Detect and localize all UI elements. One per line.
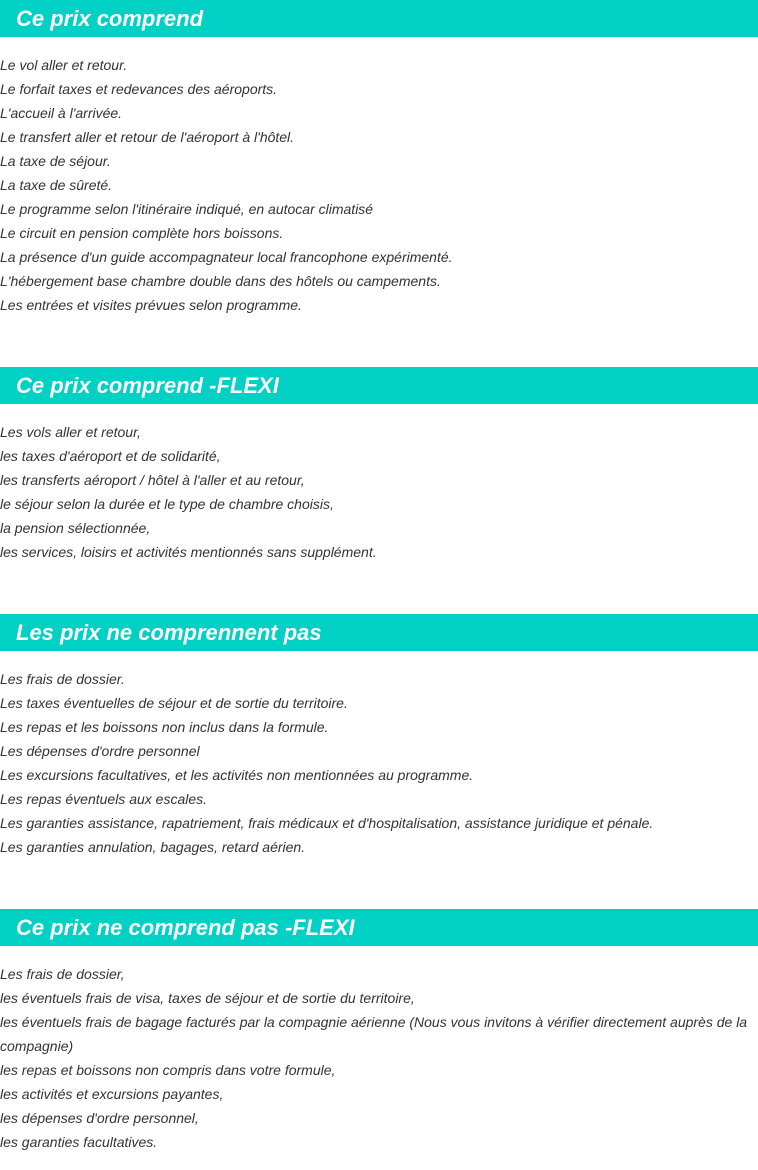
list-item: La taxe de séjour. [0, 153, 111, 169]
list-item: les éventuels frais de visa, taxes de séjour et de sortie du territoire, [0, 990, 415, 1006]
list-item: les activités et excursions payantes, [0, 1086, 224, 1102]
section-title: Ce prix comprend -FLEXI [0, 367, 758, 404]
list-item: le séjour selon la durée et le type de chambre choisis, [0, 496, 334, 512]
list-item: Les dépenses d'ordre personnel [0, 743, 200, 759]
section-price-excludes [0, 614, 758, 859]
list-item: Les taxes éventuelles de séjour et de sortie du territoire. [0, 695, 348, 711]
list-item: les taxes d'aéroport et de solidarité, [0, 448, 221, 464]
section-title: Ce prix comprend [0, 0, 758, 37]
list-item: les éventuels frais de bagage facturés par la compagnie aérienne (Nous vous invitons à vérifier directement auprès de la compagnie) [0, 1014, 748, 1054]
list-item: la pension sélectionnée, [0, 520, 151, 536]
list-item: Les excursions facultatives, et les activités non mentionnées au programme. [0, 767, 474, 783]
list-item: les garanties facultatives. [0, 1134, 158, 1150]
list-item: Le vol aller et retour. [0, 57, 128, 73]
list-item: Le circuit en pension complète hors boissons. [0, 225, 284, 241]
list-item: Les garanties assistance, rapatriement, frais médicaux et d'hospitalisation, assistance juridique et pénale. [0, 815, 654, 831]
section-price-includes [0, 0, 758, 317]
list-item: Les entrées et visites prévues selon programme. [0, 297, 302, 313]
list-item: les dépenses d'ordre personnel, [0, 1110, 199, 1126]
list-item: les transferts aéroport / hôtel à l'aller et au retour, [0, 472, 305, 488]
item-list [0, 962, 758, 1154]
list-item: La présence d'un guide accompagnateur local francophone expérimenté. [0, 249, 453, 265]
list-item: L'hébergement base chambre double dans des hôtels ou campements. [0, 273, 441, 289]
list-item: Le forfait taxes et redevances des aéroports. [0, 81, 278, 97]
list-item: Le transfert aller et retour de l'aéroport à l'hôtel. [0, 129, 295, 145]
list-item: Les repas et les boissons non inclus dans la formule. [0, 719, 329, 735]
section-title: Les prix ne comprennent pas [0, 614, 758, 651]
list-item: Les repas éventuels aux escales. [0, 791, 208, 807]
section-price-includes-flexi [0, 367, 758, 564]
list-item: Le programme selon l'itinéraire indiqué, en autocar climatisé [0, 201, 374, 217]
list-item: Les garanties annulation, bagages, retard aérien. [0, 839, 306, 855]
section-title: Ce prix ne comprend pas -FLEXI [0, 909, 758, 946]
item-list [0, 667, 758, 859]
list-item: les services, loisirs et activités mentionnés sans supplément. [0, 544, 377, 560]
list-item: Les frais de dossier. [0, 671, 125, 687]
list-item: Les frais de dossier, [0, 966, 125, 982]
list-item: les repas et boissons non compris dans votre formule, [0, 1062, 336, 1078]
list-item: Les vols aller et retour, [0, 424, 141, 440]
item-list [0, 53, 758, 317]
list-item: La taxe de sûreté. [0, 177, 113, 193]
section-price-excludes-flexi [0, 909, 758, 1154]
list-item: L'accueil à l'arrivée. [0, 105, 123, 121]
item-list [0, 420, 758, 564]
